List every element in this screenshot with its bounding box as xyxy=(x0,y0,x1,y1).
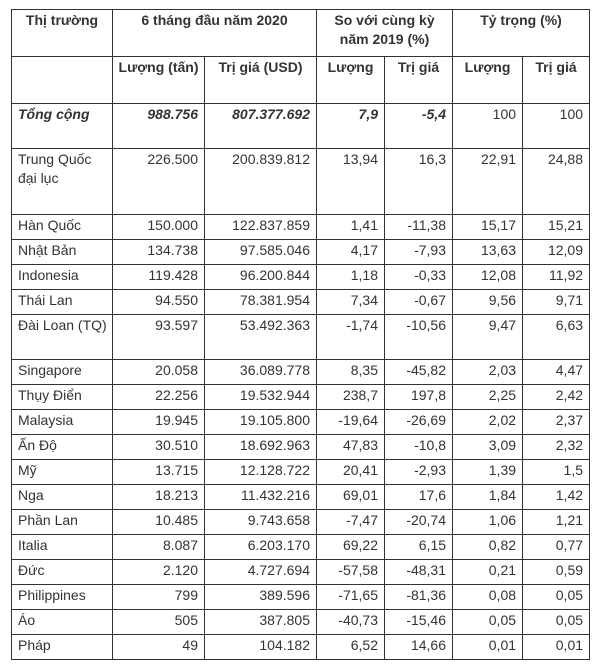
cell-value: 122.837.859 xyxy=(205,215,317,240)
cell-qty-pct: 13,94 xyxy=(317,149,385,215)
cell-value-share: 0,05 xyxy=(523,610,590,635)
cell-value-share: 1,21 xyxy=(523,510,590,535)
cell-market: Indonesia xyxy=(12,265,113,290)
import-market-table xyxy=(11,9,590,660)
cell-qty-pct: 4,17 xyxy=(317,240,385,265)
header-empty xyxy=(12,57,113,104)
table-row xyxy=(12,240,590,265)
table-row xyxy=(12,435,590,460)
header-share: Tỷ trọng (%) xyxy=(453,10,590,57)
cell-value: 12.128.722 xyxy=(205,460,317,485)
cell-qty: 150.000 xyxy=(113,215,205,240)
cell-market: Nhật Bản xyxy=(12,240,113,265)
cell-qty-pct: 7,9 xyxy=(317,104,385,149)
header-value-share: Trị giá xyxy=(523,57,590,104)
cell-qty: 226.500 xyxy=(113,149,205,215)
cell-market: Đài Loan (TQ) xyxy=(12,315,113,360)
cell-value-pct: 17,6 xyxy=(385,485,453,510)
cell-qty: 94.550 xyxy=(113,290,205,315)
cell-qty-share: 1,06 xyxy=(453,510,523,535)
cell-value-share: 6,63 xyxy=(523,315,590,360)
table-row xyxy=(12,290,590,315)
cell-qty-pct: 69,22 xyxy=(317,535,385,560)
cell-value-share: 0,05 xyxy=(523,585,590,610)
cell-value: 6.203.170 xyxy=(205,535,317,560)
cell-value-pct: -81,36 xyxy=(385,585,453,610)
cell-value: 18.692.963 xyxy=(205,435,317,460)
cell-value-share: 9,71 xyxy=(523,290,590,315)
cell-qty-pct: -19,64 xyxy=(317,410,385,435)
cell-value-share: 1,5 xyxy=(523,460,590,485)
cell-qty-share: 12,08 xyxy=(453,265,523,290)
header-value-pct: Trị giá xyxy=(385,57,453,104)
table-row xyxy=(12,215,590,240)
cell-qty: 20.058 xyxy=(113,360,205,385)
cell-value-pct: -10,56 xyxy=(385,315,453,360)
table-row xyxy=(12,265,590,290)
cell-market: Malaysia xyxy=(12,410,113,435)
cell-qty-pct: -71,65 xyxy=(317,585,385,610)
cell-value-share: 2,37 xyxy=(523,410,590,435)
cell-qty: 18.213 xyxy=(113,485,205,510)
cell-qty-pct: -1,74 xyxy=(317,315,385,360)
cell-value-pct: -26,69 xyxy=(385,410,453,435)
header-qty-pct: Lượng xyxy=(317,57,385,104)
header-period: 6 tháng đầu năm 2020 xyxy=(113,10,317,57)
cell-qty-pct: 20,41 xyxy=(317,460,385,485)
table-row xyxy=(12,635,590,660)
cell-qty: 8.087 xyxy=(113,535,205,560)
table-row xyxy=(12,360,590,385)
cell-qty: 134.738 xyxy=(113,240,205,265)
cell-value: 9.743.658 xyxy=(205,510,317,535)
table-row xyxy=(12,485,590,510)
cell-value-pct: 6,15 xyxy=(385,535,453,560)
cell-qty-share: 13,63 xyxy=(453,240,523,265)
table-row xyxy=(12,610,590,635)
table-row xyxy=(12,510,590,535)
cell-value: 104.182 xyxy=(205,635,317,660)
table-row xyxy=(12,315,590,360)
cell-value-share: 2,32 xyxy=(523,435,590,460)
cell-market: Mỹ xyxy=(12,460,113,485)
cell-market: Singapore xyxy=(12,360,113,385)
table-row xyxy=(12,560,590,585)
cell-market: Trung Quốc đại lục xyxy=(12,149,113,215)
cell-value-share: 15,21 xyxy=(523,215,590,240)
cell-qty: 2.120 xyxy=(113,560,205,585)
cell-market: Hàn Quốc xyxy=(12,215,113,240)
cell-value: 389.596 xyxy=(205,585,317,610)
cell-qty-share: 0,08 xyxy=(453,585,523,610)
cell-qty-share: 0,05 xyxy=(453,610,523,635)
table-row xyxy=(12,585,590,610)
cell-value: 19.532.944 xyxy=(205,385,317,410)
cell-market: Tổng cộng xyxy=(12,104,113,149)
cell-qty-share: 15,17 xyxy=(453,215,523,240)
table-row xyxy=(12,460,590,485)
cell-value-share: 4,47 xyxy=(523,360,590,385)
cell-qty-pct: 238,7 xyxy=(317,385,385,410)
cell-qty-pct: 8,35 xyxy=(317,360,385,385)
cell-qty-share: 1,84 xyxy=(453,485,523,510)
cell-qty: 799 xyxy=(113,585,205,610)
header-qty-share: Lượng xyxy=(453,57,523,104)
cell-value-share: 11,92 xyxy=(523,265,590,290)
cell-qty-pct: 6,52 xyxy=(317,635,385,660)
cell-qty-share: 0,21 xyxy=(453,560,523,585)
header-qty-tons: Lượng (tấn) xyxy=(113,57,205,104)
cell-value-pct: 197,8 xyxy=(385,385,453,410)
cell-value-pct: -20,74 xyxy=(385,510,453,535)
cell-value: 97.585.046 xyxy=(205,240,317,265)
cell-market: Italia xyxy=(12,535,113,560)
cell-qty-share: 9,56 xyxy=(453,290,523,315)
cell-qty: 19.945 xyxy=(113,410,205,435)
cell-qty: 30.510 xyxy=(113,435,205,460)
cell-qty-share: 0,82 xyxy=(453,535,523,560)
cell-value-pct: -48,31 xyxy=(385,560,453,585)
cell-market: Philippines xyxy=(12,585,113,610)
cell-qty: 22.256 xyxy=(113,385,205,410)
cell-value-pct: -7,93 xyxy=(385,240,453,265)
cell-value: 807.377.692 xyxy=(205,104,317,149)
cell-value: 36.089.778 xyxy=(205,360,317,385)
table-row xyxy=(12,535,590,560)
cell-qty-pct: -40,73 xyxy=(317,610,385,635)
cell-market: Thái Lan xyxy=(12,290,113,315)
cell-qty: 10.485 xyxy=(113,510,205,535)
cell-value-share: 0,01 xyxy=(523,635,590,660)
cell-value: 11.432.216 xyxy=(205,485,317,510)
cell-value-pct: -15,46 xyxy=(385,610,453,635)
cell-qty-share: 1,39 xyxy=(453,460,523,485)
cell-value-share: 0,77 xyxy=(523,535,590,560)
cell-value: 53.492.363 xyxy=(205,315,317,360)
cell-value-pct: 14,66 xyxy=(385,635,453,660)
cell-value-pct: -0,33 xyxy=(385,265,453,290)
cell-value: 387.805 xyxy=(205,610,317,635)
cell-qty-pct: 1,41 xyxy=(317,215,385,240)
table-row-total xyxy=(12,104,590,149)
cell-qty-pct: -7,47 xyxy=(317,510,385,535)
cell-qty-pct: 1,18 xyxy=(317,265,385,290)
cell-value: 200.839.812 xyxy=(205,149,317,215)
cell-value: 78.381.954 xyxy=(205,290,317,315)
table-row xyxy=(12,149,590,215)
cell-qty-pct: 69,01 xyxy=(317,485,385,510)
cell-qty: 13.715 xyxy=(113,460,205,485)
cell-value-pct: -11,38 xyxy=(385,215,453,240)
cell-market: Nga xyxy=(12,485,113,510)
cell-value-share: 1,42 xyxy=(523,485,590,510)
cell-value-share: 24,88 xyxy=(523,149,590,215)
cell-value-pct: -45,82 xyxy=(385,360,453,385)
cell-qty-share: 9,47 xyxy=(453,315,523,360)
cell-qty: 93.597 xyxy=(113,315,205,360)
cell-value-share: 2,42 xyxy=(523,385,590,410)
cell-market: Ấn Độ xyxy=(12,435,113,460)
cell-value-pct: -10,8 xyxy=(385,435,453,460)
cell-qty-pct: -57,58 xyxy=(317,560,385,585)
cell-value-pct: -5,4 xyxy=(385,104,453,149)
table-row xyxy=(12,410,590,435)
cell-market: Thụy Điển xyxy=(12,385,113,410)
cell-value-share: 12,09 xyxy=(523,240,590,265)
cell-value: 96.200.844 xyxy=(205,265,317,290)
cell-market: Pháp xyxy=(12,635,113,660)
cell-value-pct: -2,93 xyxy=(385,460,453,485)
cell-qty: 119.428 xyxy=(113,265,205,290)
cell-value: 4.727.694 xyxy=(205,560,317,585)
cell-qty-pct: 47,83 xyxy=(317,435,385,460)
cell-market: Áo xyxy=(12,610,113,635)
cell-qty: 988.756 xyxy=(113,104,205,149)
cell-qty-share: 0,01 xyxy=(453,635,523,660)
cell-qty-share: 2,25 xyxy=(453,385,523,410)
header-market: Thị trường xyxy=(12,10,113,57)
header-compare: So với cùng kỳ năm 2019 (%) xyxy=(317,10,453,57)
cell-qty: 49 xyxy=(113,635,205,660)
cell-value: 19.105.800 xyxy=(205,410,317,435)
cell-value-pct: -0,67 xyxy=(385,290,453,315)
table-row xyxy=(12,385,590,410)
cell-market: Phần Lan xyxy=(12,510,113,535)
cell-value-pct: 16,3 xyxy=(385,149,453,215)
cell-market: Đức xyxy=(12,560,113,585)
cell-qty-pct: 7,34 xyxy=(317,290,385,315)
header-value-usd: Trị giá (USD) xyxy=(205,57,317,104)
cell-qty-share: 2,02 xyxy=(453,410,523,435)
cell-qty: 505 xyxy=(113,610,205,635)
cell-qty-share: 2,03 xyxy=(453,360,523,385)
cell-value-share: 0,59 xyxy=(523,560,590,585)
cell-value-share: 100 xyxy=(523,104,590,149)
cell-qty-share: 3,09 xyxy=(453,435,523,460)
cell-qty-share: 22,91 xyxy=(453,149,523,215)
cell-qty-share: 100 xyxy=(453,104,523,149)
